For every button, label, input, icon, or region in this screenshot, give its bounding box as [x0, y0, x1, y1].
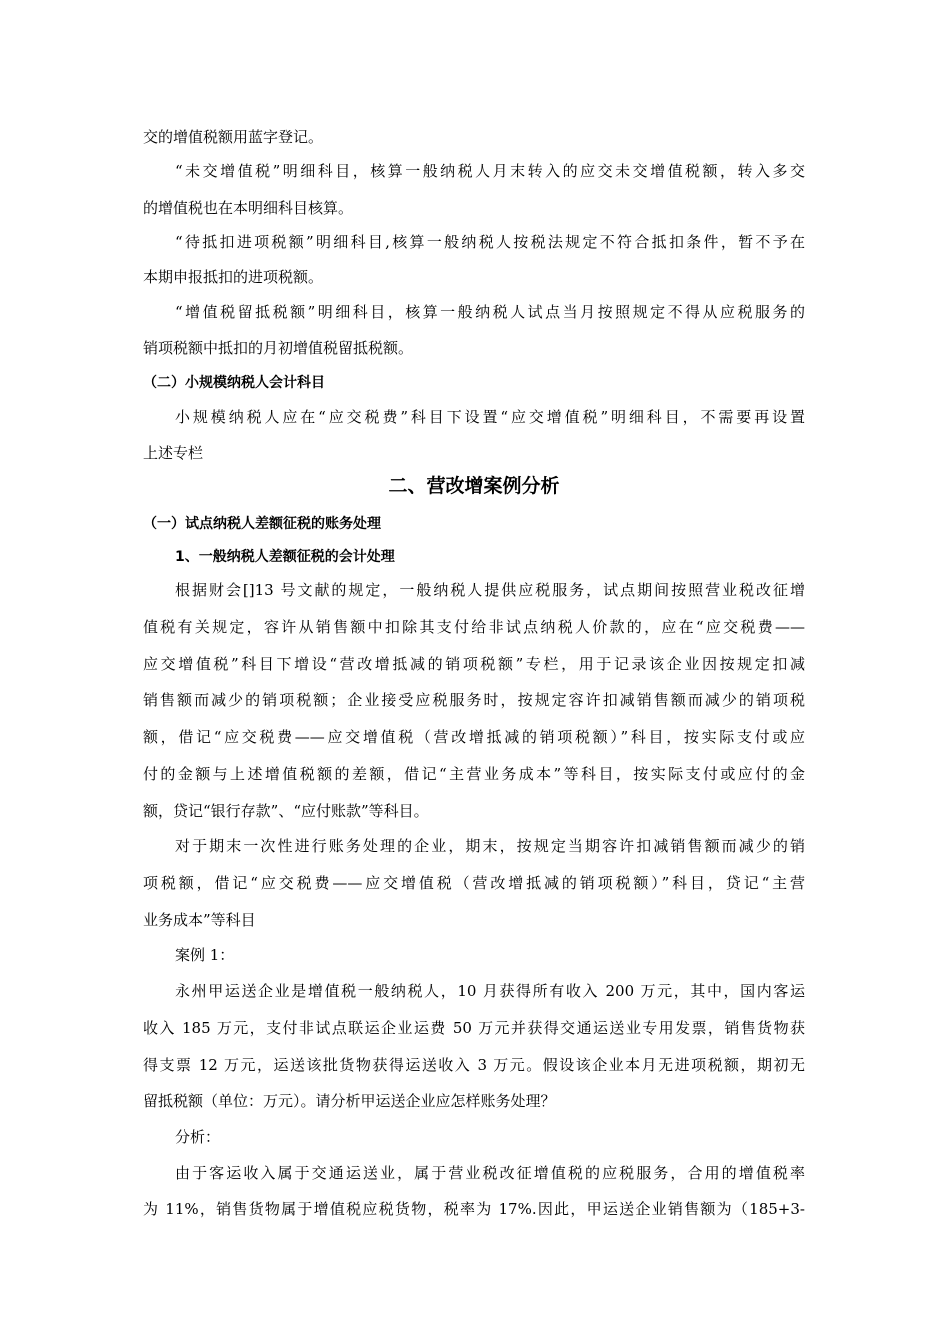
paragraph-line: 销售额而减少的销项税额；企业接受应税服务时，按规定容许扣减销售额而减少的销项税 — [143, 691, 805, 709]
paragraph-line: 值税有关规定，容许从销售额中扣除其支付给非试点纳税人价款的，应在“应交税费—— — [143, 618, 805, 636]
paragraph-line: 本期申报抵扣的进项税额。 — [143, 268, 324, 286]
paragraph-line: 小规模纳税人应在“应交税费”科目下设置“应交增值税”明细科目，不需要再设置 — [175, 408, 805, 426]
paragraph-line: 应交增值税”科目下增设“营改增抵减的销项税额”专栏，用于记录该企业因按规定扣减 — [143, 655, 805, 673]
paragraph-line: “未交增值税”明细科目，核算一般纳税人月末转入的应交未交增值税额，转入多交 — [175, 162, 805, 180]
paragraph-line: 额，贷记“银行存款”、“应付账款”等科目。 — [143, 802, 429, 820]
section-heading: （一）试点纳税人差额征税的账务处理 — [143, 516, 381, 532]
case-label: 案例 1： — [175, 946, 235, 964]
paragraph-line: “增值税留抵税额”明细科目，核算一般纳税人试点当月按照规定不得从应税服务的 — [175, 303, 805, 321]
paragraph-line: 交的增值税额用蓝字登记。 — [143, 128, 324, 146]
paragraph-line: “待抵扣进项税额”明细科目,核算一般纳税人按税法规定不符合抵扣条件，暂不予在 — [175, 233, 805, 251]
chapter-title: 二、营改增案例分析 — [388, 475, 560, 497]
paragraph-line: 额，借记“应交税费——应交增值税（营改增抵减的销项税额）”科目，按实际支付或应 — [143, 728, 805, 746]
paragraph-line: 业务成本”等科目 — [143, 911, 256, 929]
paragraph-line: 留抵税额（单位：万元）。请分析甲运送企业应怎样账务处理？ — [143, 1092, 556, 1110]
paragraph-line: 由于客运收入属于交通运送业，属于营业税改征增值税的应税服务，合用的增值税率 — [175, 1164, 805, 1182]
section-heading: （二）小规模纳税人会计科目 — [143, 375, 325, 391]
paragraph-line: 项税额，借记“应交税费——应交增值税（营改增抵减的销项税额）”科目，贷记“主营 — [143, 874, 805, 892]
paragraph-line: 上述专栏 — [143, 444, 204, 462]
paragraph-line: 根据财会[]13 号文献的规定，一般纳税人提供应税服务，试点期间按照营业税改征增 — [175, 581, 805, 599]
paragraph-line: 的增值税也在本明细科目核算。 — [143, 199, 354, 217]
paragraph-line: 收入 185 万元，支付非试点联运企业运费 50 万元并获得交通运送业专用发票，销售货物获 — [143, 1019, 805, 1037]
paragraph-line: 永州甲运送企业是增值税一般纳税人，10 月获得所有收入 200 万元，其中，国内客运 — [175, 982, 805, 1000]
paragraph-line: 对于期末一次性进行账务处理的企业，期末，按规定当期容许扣减销售额而减少的销 — [175, 837, 805, 855]
paragraph-line: 付的金额与上述增值税额的差额，借记“主营业务成本”等科目，按实际支付或应付的金 — [143, 765, 805, 783]
paragraph-line: 得支票 12 万元，运送该批货物获得运送收入 3 万元。假设该企业本月无进项税额，期初无 — [143, 1056, 805, 1074]
subsection-heading: 1、一般纳税人差额征税的会计处理 — [175, 549, 395, 565]
paragraph-line: 为 11%，销售货物属于增值税应税货物，税率为 17%.因此，甲运送企业销售额为（185+3- — [143, 1200, 805, 1218]
analysis-label: 分析： — [175, 1128, 221, 1146]
paragraph-line: 销项税额中抵扣的月初增值税留抵税额。 — [143, 339, 414, 357]
